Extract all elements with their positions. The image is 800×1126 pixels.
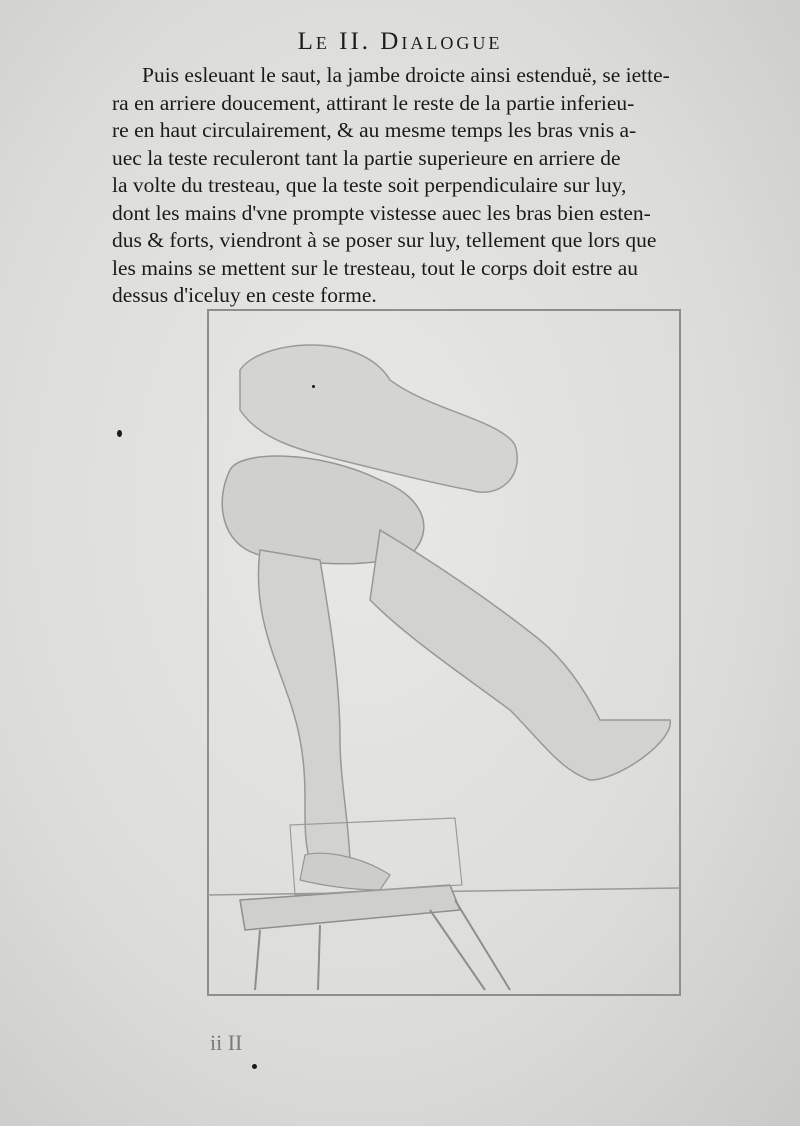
text-line: re en haut circulairement, & au mesme temps les bras vnis a- <box>112 118 637 142</box>
page-header: Le II. Dialogue <box>297 28 503 55</box>
text-line: ra en arriere doucement, attirant le reste de la partie inferieu- <box>112 90 635 115</box>
trestle-leg <box>455 900 510 990</box>
text-line: dessus d'iceluy en ceste forme. <box>112 283 377 307</box>
trestle-leg <box>430 910 485 990</box>
text-line: dus & forts, viendront à se poser sur luy, tellement que lors que <box>112 228 657 252</box>
trestle-leg <box>318 925 320 990</box>
trestle-leg <box>255 930 260 990</box>
ink-speck <box>252 1064 257 1069</box>
figure-foot <box>300 853 390 890</box>
vaulting-illustration <box>200 300 690 1000</box>
figure-standing-leg <box>258 550 350 865</box>
ink-speck <box>117 430 122 437</box>
ink-speck <box>312 385 315 388</box>
body-paragraph <box>112 62 752 310</box>
text-line: uec la teste reculeront tant la partie superieure en arriere de <box>112 145 621 170</box>
text-line: la volte du tresteau, que la teste soit perpendiculaire sur luy, <box>112 173 627 197</box>
figure-drawing <box>200 300 690 1000</box>
text-line: les mains se mettent sur le tresteau, tout le corps doit estre au <box>112 255 639 280</box>
figure-raised-leg <box>370 530 670 780</box>
text-line: Puis esleuant le saut, la jambe droicte ainsi estenduë, se iette- <box>142 63 670 87</box>
text-line: dont les mains d'vne prompte vistesse auec les bras bien esten- <box>112 200 651 225</box>
page-signature: ii II <box>210 1030 243 1055</box>
